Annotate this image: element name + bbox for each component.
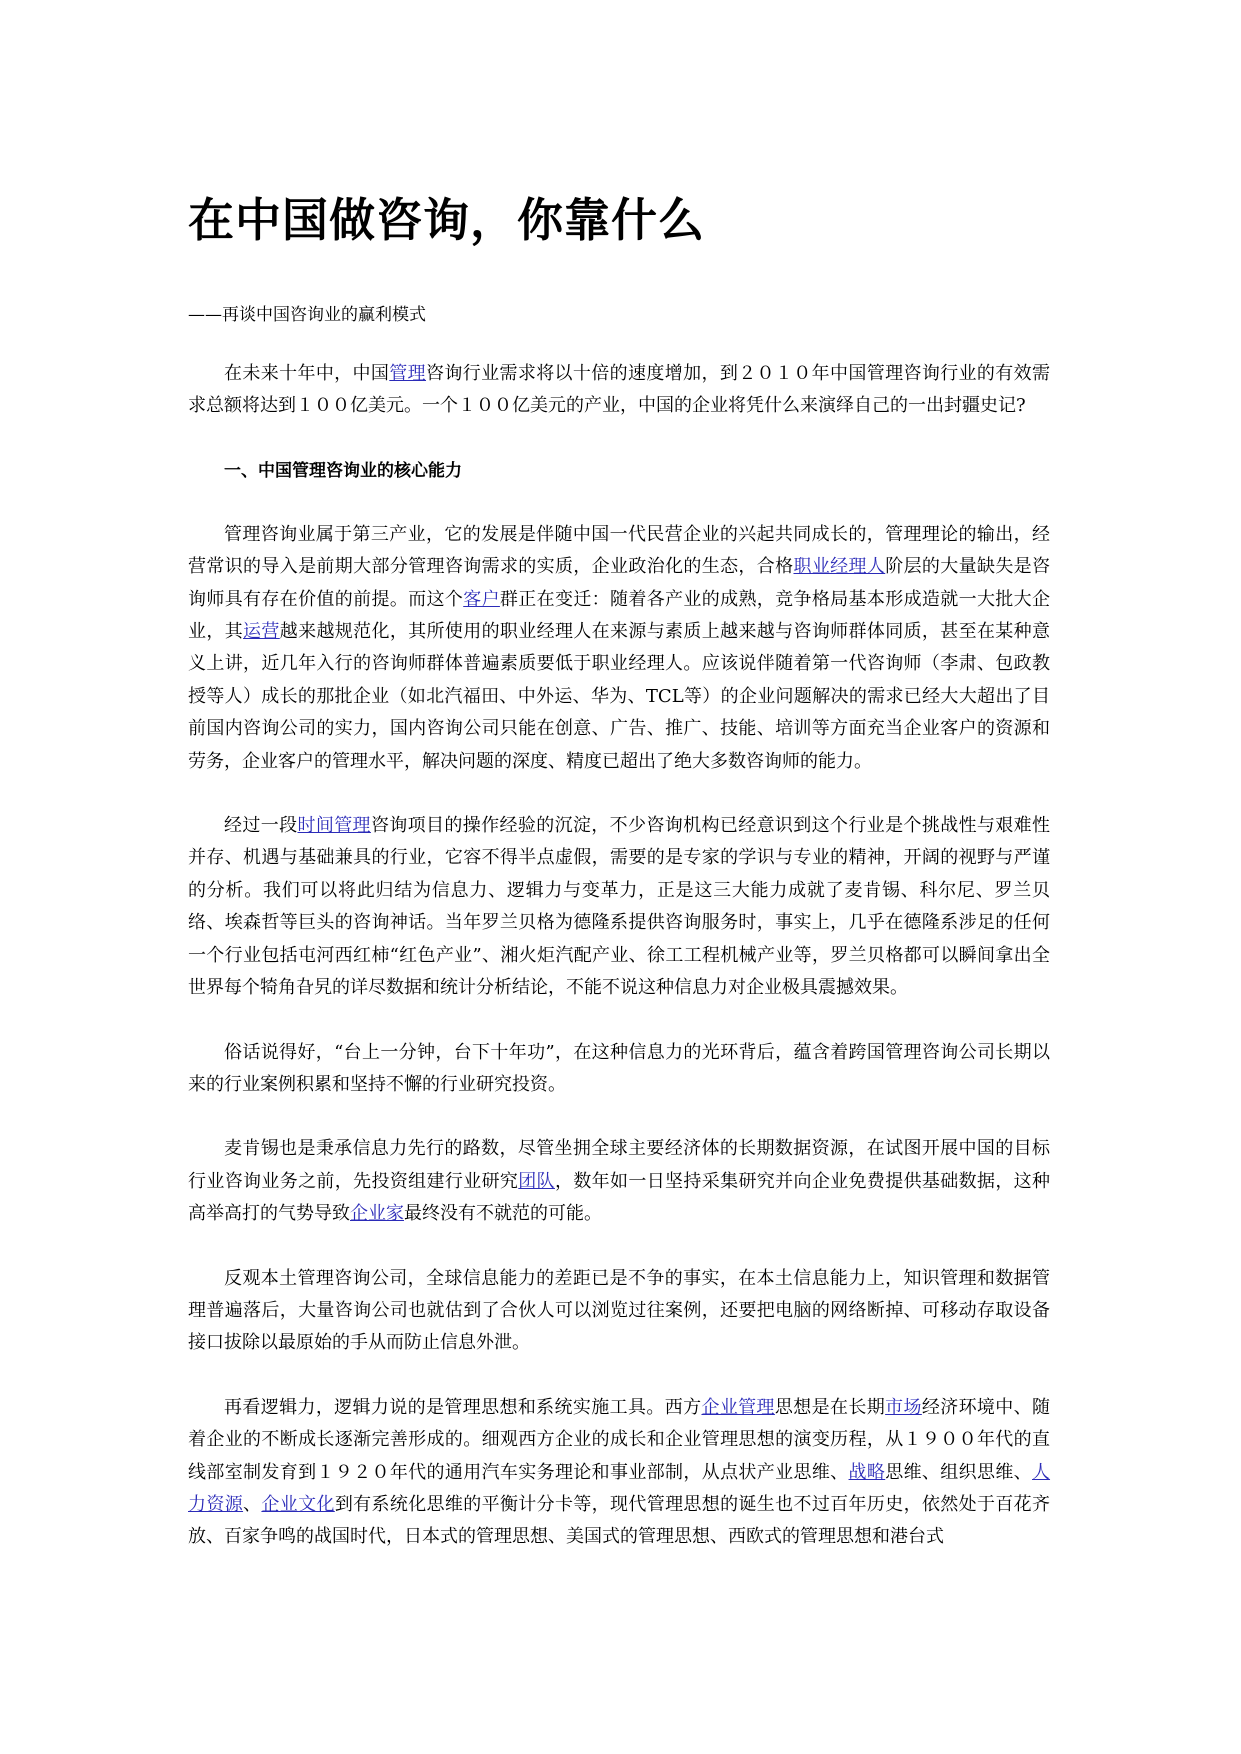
inline-link[interactable]: 运营 bbox=[243, 621, 280, 643]
paragraph-text: 反观本土管理咨询公司，全球信息能力的差距已是不争的事实，在本土信息能力上，知识管理和数据管理普遍落后，大量咨询公司也就估到了合伙人可以浏览过往案例，还要把电脑的网络断掉、可移动存取设备接口拔除以最原始的手从而防止信息外泄。 bbox=[188, 1267, 1050, 1354]
paragraph-text: 最终没有不就范的可能。 bbox=[404, 1203, 602, 1225]
paragraph-text: 思维、组织思维、 bbox=[885, 1461, 1033, 1483]
paragraph-text: 思想是在长期 bbox=[774, 1396, 886, 1418]
inline-link[interactable]: 管理 bbox=[389, 363, 427, 384]
body-paragraph bbox=[188, 519, 1050, 778]
inline-link[interactable]: 企业文化 bbox=[261, 1493, 335, 1515]
paragraph-text: 经过一段 bbox=[224, 815, 298, 837]
body-paragraph bbox=[188, 1037, 1050, 1102]
intro-paragraph bbox=[188, 358, 1050, 423]
paragraph-text: 、 bbox=[243, 1493, 262, 1515]
paragraph-text: 越来越规范化，其所使用的职业经理人在来源与素质上越来越与咨询师群体同质，甚至在某种意义上讲，近几年入行的咨询师群体普遍素质要低于职业经理人。应该说伴随着第一代咨询师（李肃、包政教授等人）成长的那批企业（如北汽福田、中外运、华为、TCL等）的企业问题解决的需求已经大大超出了目前国内咨询公司的实力，国内咨询公司只能在创意、广告、推广、技能、培训等方面充当企业客户的资源和劳务，企业客户的管理水平，解决问题的深度、精度已超出了绝大多数咨询师的能力。 bbox=[188, 621, 1051, 772]
paragraph-text: 群正在变迁：随着各产业的成熟，竞争格局基本形成造就一大批大企业，其 bbox=[188, 588, 1051, 643]
paragraph-text: 再看逻辑力，逻辑力说的是管理思想和系统实施工具。西方 bbox=[224, 1396, 702, 1418]
body-paragraph bbox=[188, 810, 1050, 1004]
paragraph-text: ，数年如一日坚持采集研究并向企业免费提供基础数据，这种高举高打的气势导致 bbox=[188, 1170, 1051, 1225]
body-paragraph bbox=[188, 1392, 1050, 1554]
inline-link[interactable]: 企业家 bbox=[350, 1203, 404, 1225]
paragraph-text: 麦肯锡也是秉承信息力先行的路数，尽管坐拥全球主要经济体的长期数据资源，在试图开展中国的目标行业咨询业务之前，先投资组建行业研究 bbox=[188, 1138, 1050, 1192]
paragraph-text: 咨询项目的操作经验的沉淀，不少咨询机构已经意识到这个行业是个挑战性与艰难性并存、机遇与基础兼具的行业，它容不得半点虚假，需要的是专家的学识与专业的精神，开阔的视野与严谨的分析。我们可以将此归结为信息力、逻辑力与变革力，正是这三大能力成就了麦肯锡、科尔尼、罗兰贝络、埃森哲等巨头的咨询神话。当年罗兰贝格为德隆系提供咨询服务时，事实上，几乎在德隆系涉足的任何一个行业包括屯河西红柿“红色产业”、湘火炬汽配产业、徐工工程机械产业等，罗兰贝格都可以瞬间拿出全世界每个犄角旮旯的详尽数据和统计分析结论，不能不说这种信息力对企业极具震撼效果。 bbox=[188, 815, 1051, 999]
inline-link[interactable]: 战略 bbox=[848, 1461, 886, 1483]
paragraph-text: 在未来十年中，中国 bbox=[224, 363, 390, 384]
inline-link[interactable]: 职业经理人 bbox=[793, 556, 886, 578]
paragraph-text: 咨询行业需求将以十倍的速度增加，到２０１０年中国管理咨询行业的有效需求总额将达到１００亿美元。一个１００亿美元的产业，中国的企业将凭什么来演绎自己的一出封疆史记? bbox=[188, 363, 1051, 417]
document-body bbox=[188, 358, 1050, 1586]
paragraph-text: 管理咨询业属于第三产业，它的发展是伴随中国一代民营企业的兴起共同成长的，管理理论的输出，经营常识的导入是前期大部分管理咨询需求的实质，企业政治化的生态，合格 bbox=[188, 523, 1050, 578]
inline-link[interactable]: 时间管理 bbox=[297, 815, 371, 837]
inline-link[interactable]: 市场 bbox=[885, 1396, 922, 1418]
document-subtitle: ——再谈中国咨询业的赢利模式 bbox=[188, 305, 426, 325]
paragraph-text: 经济环境中、随着企业的不断成长逐渐完善形成的。细观西方企业的成长和企业管理思想的演变历程，从１９００年代的直线部室制发育到１９２０年代的通用汽车实务理论和事业部制，从点状产业思维、 bbox=[188, 1396, 1051, 1483]
paragraph-text: 到有系统化思维的平衡计分卡等，现代管理思想的诞生也不过百年历史，依然处于百花齐放、百家争鸣的战国时代，日本式的管理思想、美国式的管理思想、西欧式的管理思想和港台式 bbox=[188, 1493, 1051, 1548]
document-title: 在中国做咨询，你靠什么 bbox=[188, 193, 705, 247]
inline-link[interactable]: 团队 bbox=[518, 1170, 555, 1192]
section-heading: 一、中国管理咨询业的核心能力 bbox=[224, 460, 462, 481]
inline-link[interactable]: 企业管理 bbox=[701, 1396, 775, 1418]
inline-link[interactable]: 人力资源 bbox=[188, 1461, 1051, 1515]
inline-link[interactable]: 客户 bbox=[463, 588, 500, 610]
body-paragraph bbox=[188, 1263, 1050, 1360]
paragraph-text: 阶层的大量缺失是咨询师具有存在价值的前提。而这个 bbox=[188, 556, 1051, 610]
paragraph-text: 俗话说得好，“台上一分钟，台下十年功”，在这种信息力的光环背后，蕴含着跨国管理咨询公司长期以来的行业案例积累和坚持不懈的行业研究投资。 bbox=[188, 1041, 1050, 1095]
body-paragraph bbox=[188, 1133, 1050, 1230]
